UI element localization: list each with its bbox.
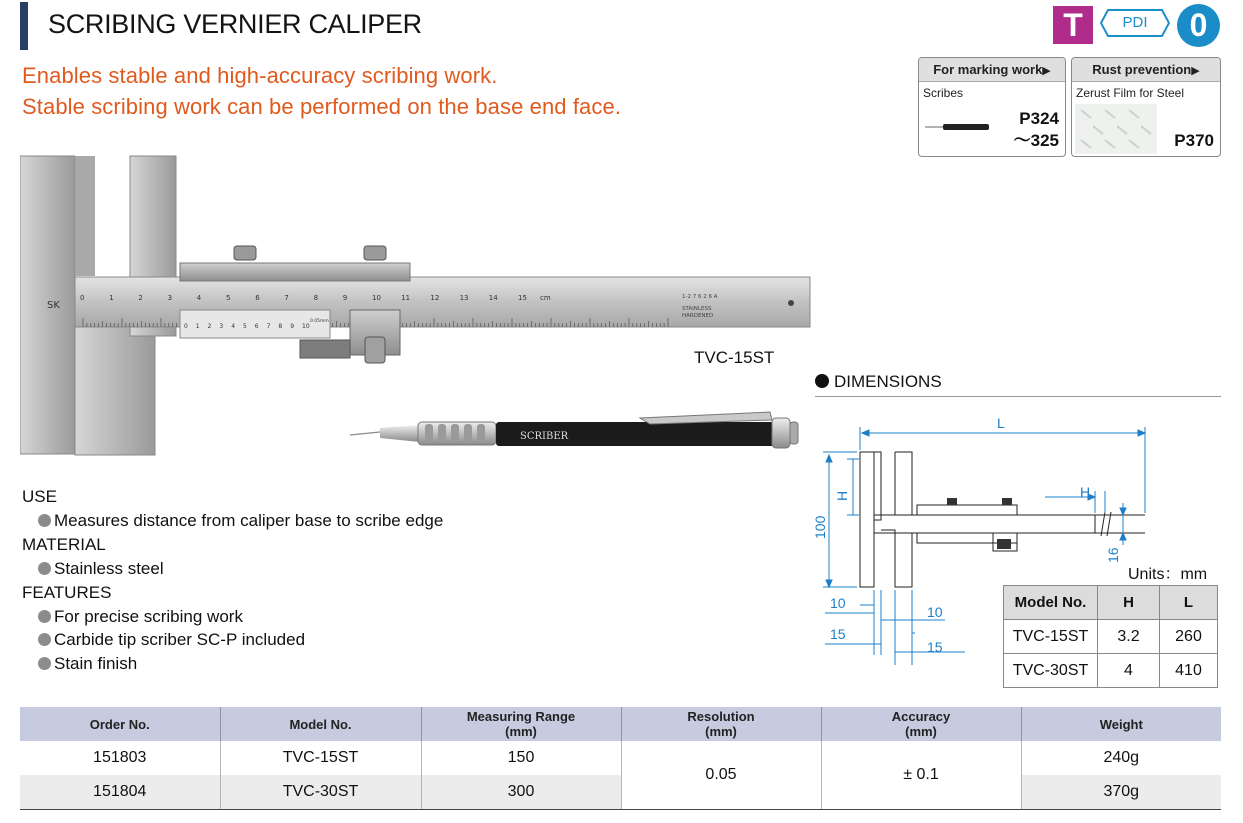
- svg-text:1: 1: [195, 323, 200, 330]
- bullet-icon: [38, 610, 51, 623]
- svg-text:8: 8: [278, 323, 283, 330]
- svg-text:H: H: [1080, 484, 1091, 500]
- scale-number: 4: [196, 294, 202, 302]
- scale-number: 11: [401, 294, 411, 302]
- scale-number: 9: [342, 294, 348, 302]
- svg-text:H: H: [834, 490, 850, 501]
- svg-text:HARDENED: HARDENED: [682, 313, 714, 319]
- pdi-badge-label: PDI: [1122, 14, 1148, 31]
- related-item-label: Zerust Film for Steel: [1076, 86, 1185, 100]
- feature-item: For precise scribing work: [38, 607, 243, 627]
- svg-text:15: 15: [927, 639, 943, 655]
- caliper-product-image: [20, 150, 820, 470]
- scale-number: 7: [284, 294, 289, 302]
- film-thumbnail-icon: [1075, 104, 1157, 154]
- svg-text:1-2 7 6 2 6 A: 1-2 7 6 2 6 A: [682, 294, 718, 300]
- scale-number: 0: [80, 294, 85, 302]
- svg-text:4: 4: [231, 323, 236, 330]
- cell-range: 300: [421, 775, 621, 809]
- scale-number: 14: [488, 294, 498, 302]
- dimensions-heading: DIMENSIONS: [815, 372, 942, 392]
- bullet-icon: [38, 514, 51, 527]
- svg-text:100: 100: [812, 515, 828, 539]
- dimensions-divider: [815, 396, 1221, 397]
- bullet-icon: [38, 633, 51, 646]
- pdi-badge-icon: [1100, 8, 1170, 38]
- svg-text:6: 6: [254, 323, 259, 330]
- related-box-rust[interactable]: [1071, 57, 1221, 157]
- header-model-no: Model No.: [220, 707, 421, 741]
- scale-number: 10: [372, 294, 381, 302]
- cell-range: 150: [421, 741, 621, 775]
- cell-weight: 240g: [1021, 741, 1221, 775]
- header-weight: Weight: [1021, 707, 1221, 741]
- related-page-ref: P370: [1174, 131, 1214, 150]
- svg-text:5: 5: [243, 323, 247, 330]
- header-measuring-range: Measuring Range (mm): [421, 707, 621, 741]
- svg-text:10: 10: [927, 604, 943, 620]
- lead-line-1: Enables stable and high-accuracy scribing work.: [22, 63, 498, 88]
- svg-text:STAINLESS: STAINLESS: [682, 306, 712, 312]
- svg-text:9: 9: [290, 323, 295, 330]
- related-box-scribes[interactable]: [918, 57, 1066, 157]
- units-label: Units：mm: [1128, 566, 1208, 583]
- svg-text:SCRIBER: SCRIBER: [520, 431, 569, 442]
- material-heading: MATERIAL: [22, 535, 106, 554]
- feature-item: Carbide tip scriber SC-P included: [38, 630, 305, 650]
- table-row: [20, 775, 1221, 809]
- dim-cell-l: 260: [1160, 620, 1218, 654]
- bullet-icon: [38, 657, 51, 670]
- table-row: [1004, 654, 1218, 688]
- t-badge-icon: T: [1053, 6, 1093, 44]
- cell-order-no: 151803: [20, 741, 220, 775]
- related-box-heading: Rust prevention▶: [1072, 58, 1220, 82]
- scale-number: 6: [255, 294, 260, 302]
- scale-number: 12: [430, 294, 440, 302]
- scale-number: 8: [313, 294, 319, 302]
- cell-model-no: TVC-30ST: [220, 775, 421, 809]
- cell-accuracy: ± 0.1: [821, 741, 1021, 809]
- related-box-heading: For marking work▶: [919, 58, 1065, 82]
- cell-resolution: 0.05: [621, 741, 821, 809]
- features-heading: FEATURES: [22, 583, 112, 602]
- scale-number: 3: [167, 294, 173, 302]
- related-page-ref: P324: [1019, 109, 1059, 128]
- cell-weight: 370g: [1021, 775, 1221, 809]
- svg-text:SK: SK: [47, 300, 60, 311]
- dim-cell-l: 410: [1160, 654, 1218, 688]
- bullet-icon: [38, 562, 51, 575]
- table-row: [20, 741, 1221, 775]
- header-accuracy: Accuracy (mm): [821, 707, 1021, 741]
- product-model-caption: TVC-15ST: [694, 348, 775, 367]
- svg-text:L: L: [997, 415, 1005, 431]
- table-row: [1004, 620, 1218, 654]
- play-arrow-icon: ▶: [1042, 65, 1051, 77]
- scale-number: 13: [459, 294, 469, 302]
- related-item-label: Scribes: [923, 86, 964, 100]
- svg-text:2: 2: [207, 323, 212, 330]
- lead-line-2: Stable scribing work can be performed on the base end face.: [22, 94, 622, 119]
- svg-text:0.05mm: 0.05mm: [310, 319, 329, 324]
- cell-order-no: 151804: [20, 775, 220, 809]
- dim-cell-h: 4: [1098, 654, 1160, 688]
- title-accent-bar: [20, 2, 28, 50]
- dim-cell-model: TVC-30ST: [1004, 654, 1098, 688]
- dim-header-h: H: [1098, 586, 1160, 620]
- page-title: SCRIBING VERNIER CALIPER: [48, 9, 422, 39]
- dim-header-l: L: [1160, 586, 1218, 620]
- svg-text:3: 3: [219, 323, 224, 330]
- dim-cell-model: TVC-15ST: [1004, 620, 1098, 654]
- svg-text:10: 10: [302, 323, 310, 330]
- svg-text:10: 10: [830, 595, 846, 611]
- material-item: Stainless steel: [38, 559, 164, 579]
- svg-text:0: 0: [184, 323, 188, 330]
- heading-dot-icon: [815, 374, 829, 388]
- svg-text:16: 16: [1105, 547, 1121, 563]
- related-page-ref-2: ～325: [1013, 131, 1059, 150]
- svg-text:7: 7: [266, 323, 271, 330]
- scribe-thumbnail-icon: [923, 120, 993, 134]
- use-heading: USE: [22, 487, 57, 506]
- header-order-no: Order No.: [20, 707, 220, 741]
- dimension-table: [1003, 585, 1218, 688]
- dim-cell-h: 3.2: [1098, 620, 1160, 654]
- scale-number: 2: [138, 294, 143, 302]
- product-spec-table: [20, 707, 1221, 810]
- cell-model-no: TVC-15ST: [220, 741, 421, 775]
- feature-item: Stain finish: [38, 654, 137, 674]
- scale-number: 1: [109, 294, 114, 302]
- scale-number: 15: [518, 294, 527, 302]
- use-item: Measures distance from caliper base to scribe edge: [38, 511, 443, 531]
- svg-text:cm: cm: [540, 294, 551, 302]
- scale-number: 5: [226, 294, 231, 302]
- o-badge-icon: 0: [1177, 4, 1220, 47]
- dim-header-model: Model No.: [1004, 586, 1098, 620]
- svg-text:15: 15: [830, 626, 846, 642]
- header-resolution: Resolution (mm): [621, 707, 821, 741]
- play-arrow-icon: ▶: [1191, 65, 1200, 77]
